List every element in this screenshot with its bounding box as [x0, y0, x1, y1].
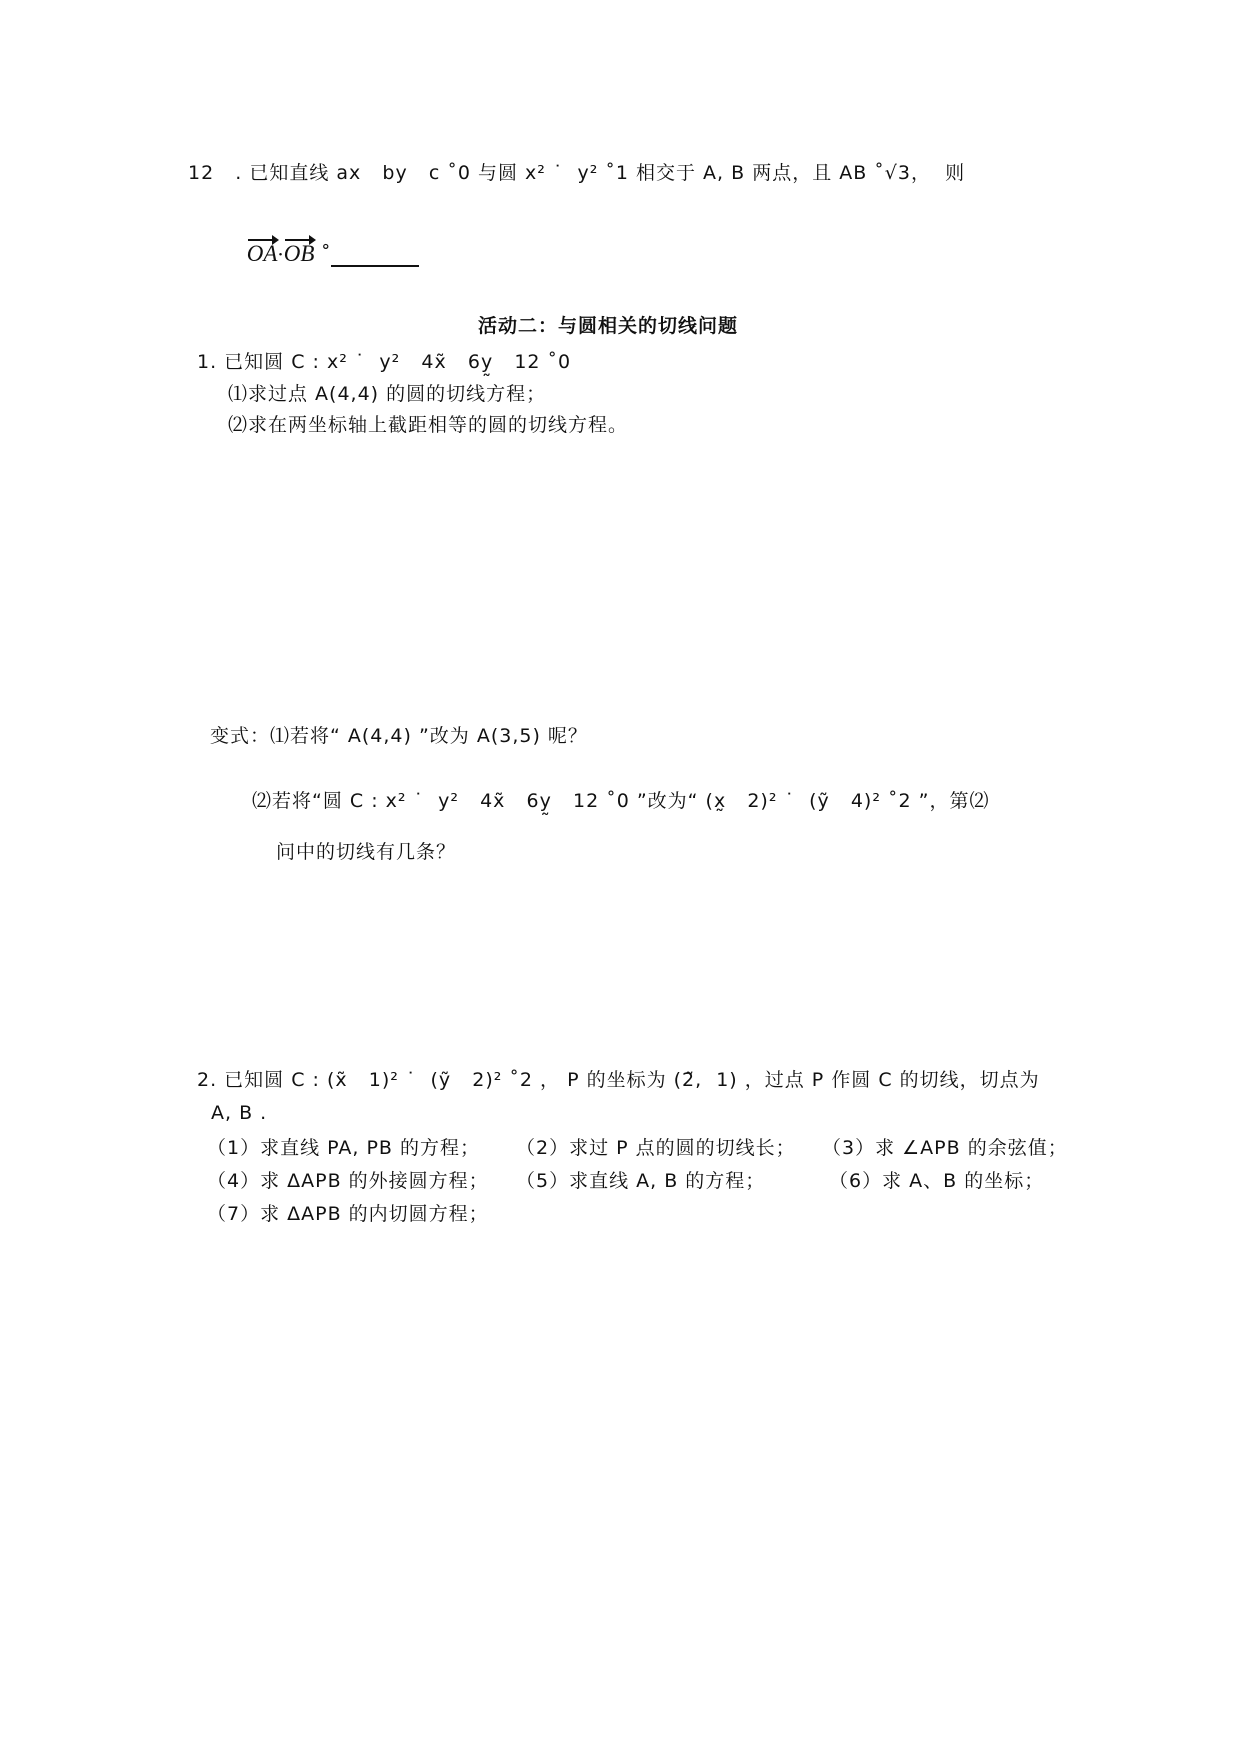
q2-part-4: （4）求 ΔAPB 的外接圆方程； — [207, 1170, 489, 1192]
problem-12-line2 — [234, 215, 419, 267]
q2-part-7: （7）求 ΔAPB 的内切圆方程； — [207, 1203, 489, 1225]
q2-part-3: （3）求 ∠APB 的余弦值； — [822, 1137, 1068, 1159]
vector-ob: OB — [283, 241, 315, 266]
variant-line1: 变式：⑴若将“ A(4,4) ”改为 A(3,5) 呢？ — [210, 725, 588, 747]
q2-part-1: （1）求直线 PA, PB 的方程； — [207, 1137, 480, 1159]
q1-part2: ⑵求在两坐标轴上截距相等的圆的切线方程。 — [228, 414, 629, 436]
q2-part-5: （5）求直线 A, B 的方程； — [516, 1170, 766, 1192]
q1-stem: 1. 已知圆 C : x² ˙ y² 4x̃ 6y̰ 12 ˚0 — [197, 351, 572, 373]
variant-line3: 问中的切线有几条？ — [276, 841, 457, 863]
q2-stem-line2: A, B . — [211, 1102, 268, 1124]
answer-blank — [331, 243, 419, 267]
q1-part1: ⑴求过点 A(4,4) 的圆的切线方程； — [228, 383, 547, 405]
problem-12-line1: 12 . 已知直线 ax by c ˚0 与圆 x² ˙ y² ˚1 相交于 A, B 两点，且 AB ˚√3， 则 — [188, 162, 966, 184]
equals-mark: ˚ — [314, 242, 331, 266]
dot-operator: · — [277, 242, 284, 266]
q2-part-2: （2）求过 P 点的圆的切线长； — [516, 1137, 796, 1159]
q2-stem-line1: 2. 已知圆 C : (x̃ 1)² ˙ (ỹ 2)² ˚2 ， P 的坐标为 (2̃, 1) ，过点 P 作圆 C 的切线，切点为 — [197, 1069, 1040, 1091]
variant-line2: ⑵若将“圆 C : x² ˙ y² 4x̃ 6y̰ 12 ˚0 ”改为“ (x̰ 2)² ˙ (ỹ 4)² ˚2 ”，第⑵ — [252, 790, 990, 812]
section-title: 活动二：与圆相关的切线问题 — [478, 315, 739, 337]
vector-oa: OA — [246, 241, 278, 266]
q2-part-6: （6）求 A、B 的坐标； — [829, 1170, 1045, 1192]
